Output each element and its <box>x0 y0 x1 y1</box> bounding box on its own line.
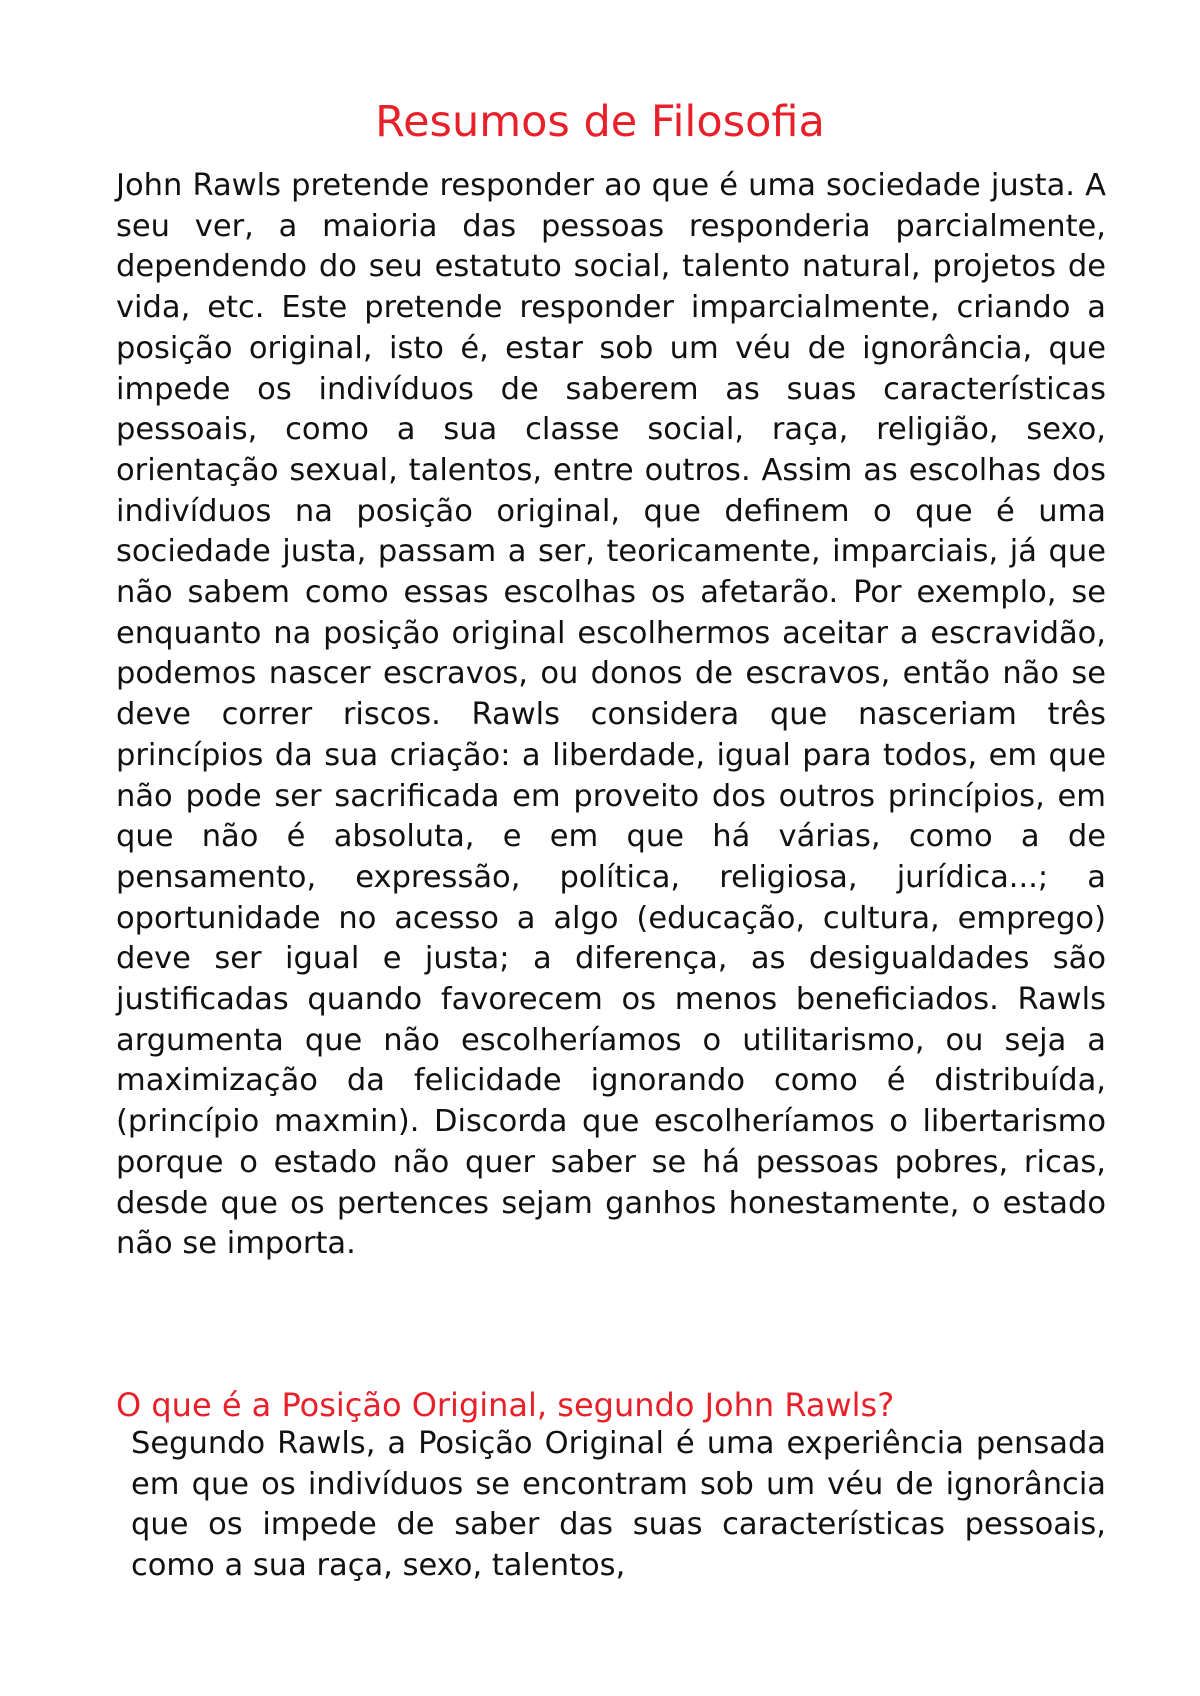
section-paragraph: Segundo Rawls, a Posição Original é uma experiência pensada em que os indivíduos se encontram sob um véu de ignorância que os impede de saber das suas características pessoais, como a sua raça, sexo, talentos, <box>131 1426 1106 1584</box>
section-heading: O que é a Posição Original, segundo John Rawls? <box>116 1386 895 1424</box>
document-title: Resumos de Filosofia <box>375 97 825 147</box>
main-paragraph: John Rawls pretende responder ao que é uma sociedade justa. A seu ver, a maioria das pessoas responderia parcialmente, dependendo do seu estatuto social, talento natural, projetos de vida, etc. Este pretende responder imparcialmente, criando a posição original, isto é, estar sob um véu de ignorância, que impede os indivíduos de saberem as suas características pessoais, como a sua classe social, raça, religião, sexo, orientação sexual, talentos, entre outros. Assim as escolhas dos indivíduos na posição original, que definem o que é uma sociedade justa, passam a ser, teoricamente, imparciais, já que não sabem como essas escolhas os afetarão. Por exemplo, se enquanto na posição original escolhermos aceitar a escravidão, podemos nascer escravos, ou donos de escravos, então não se deve correr riscos. Rawls considera que nasceriam três princípios da sua criação: a liberdade, igual para todos, em que não pode ser sacrificada em proveito dos outros princípios, em que não é absoluta, e em que há várias, como a de pensamento, expressão, política, religiosa, jurídica...; a oportunidade no acesso a algo (educação, cultura, emprego) deve ser igual e justa; a diferença, as desigualdades são justificadas quando favorecem os menos beneficiados. Rawls argumenta que não escolheríamos o utilitarismo, ou seja a maximização da felicidade ignorando como é distribuída, (princípio maxmin). Discorda que escolheríamos o libertarismo porque o estado não quer saber se há pessoas pobres, ricas, desde que os pertences sejam ganhos honestamente, o estado não se importa. <box>116 168 1106 1262</box>
